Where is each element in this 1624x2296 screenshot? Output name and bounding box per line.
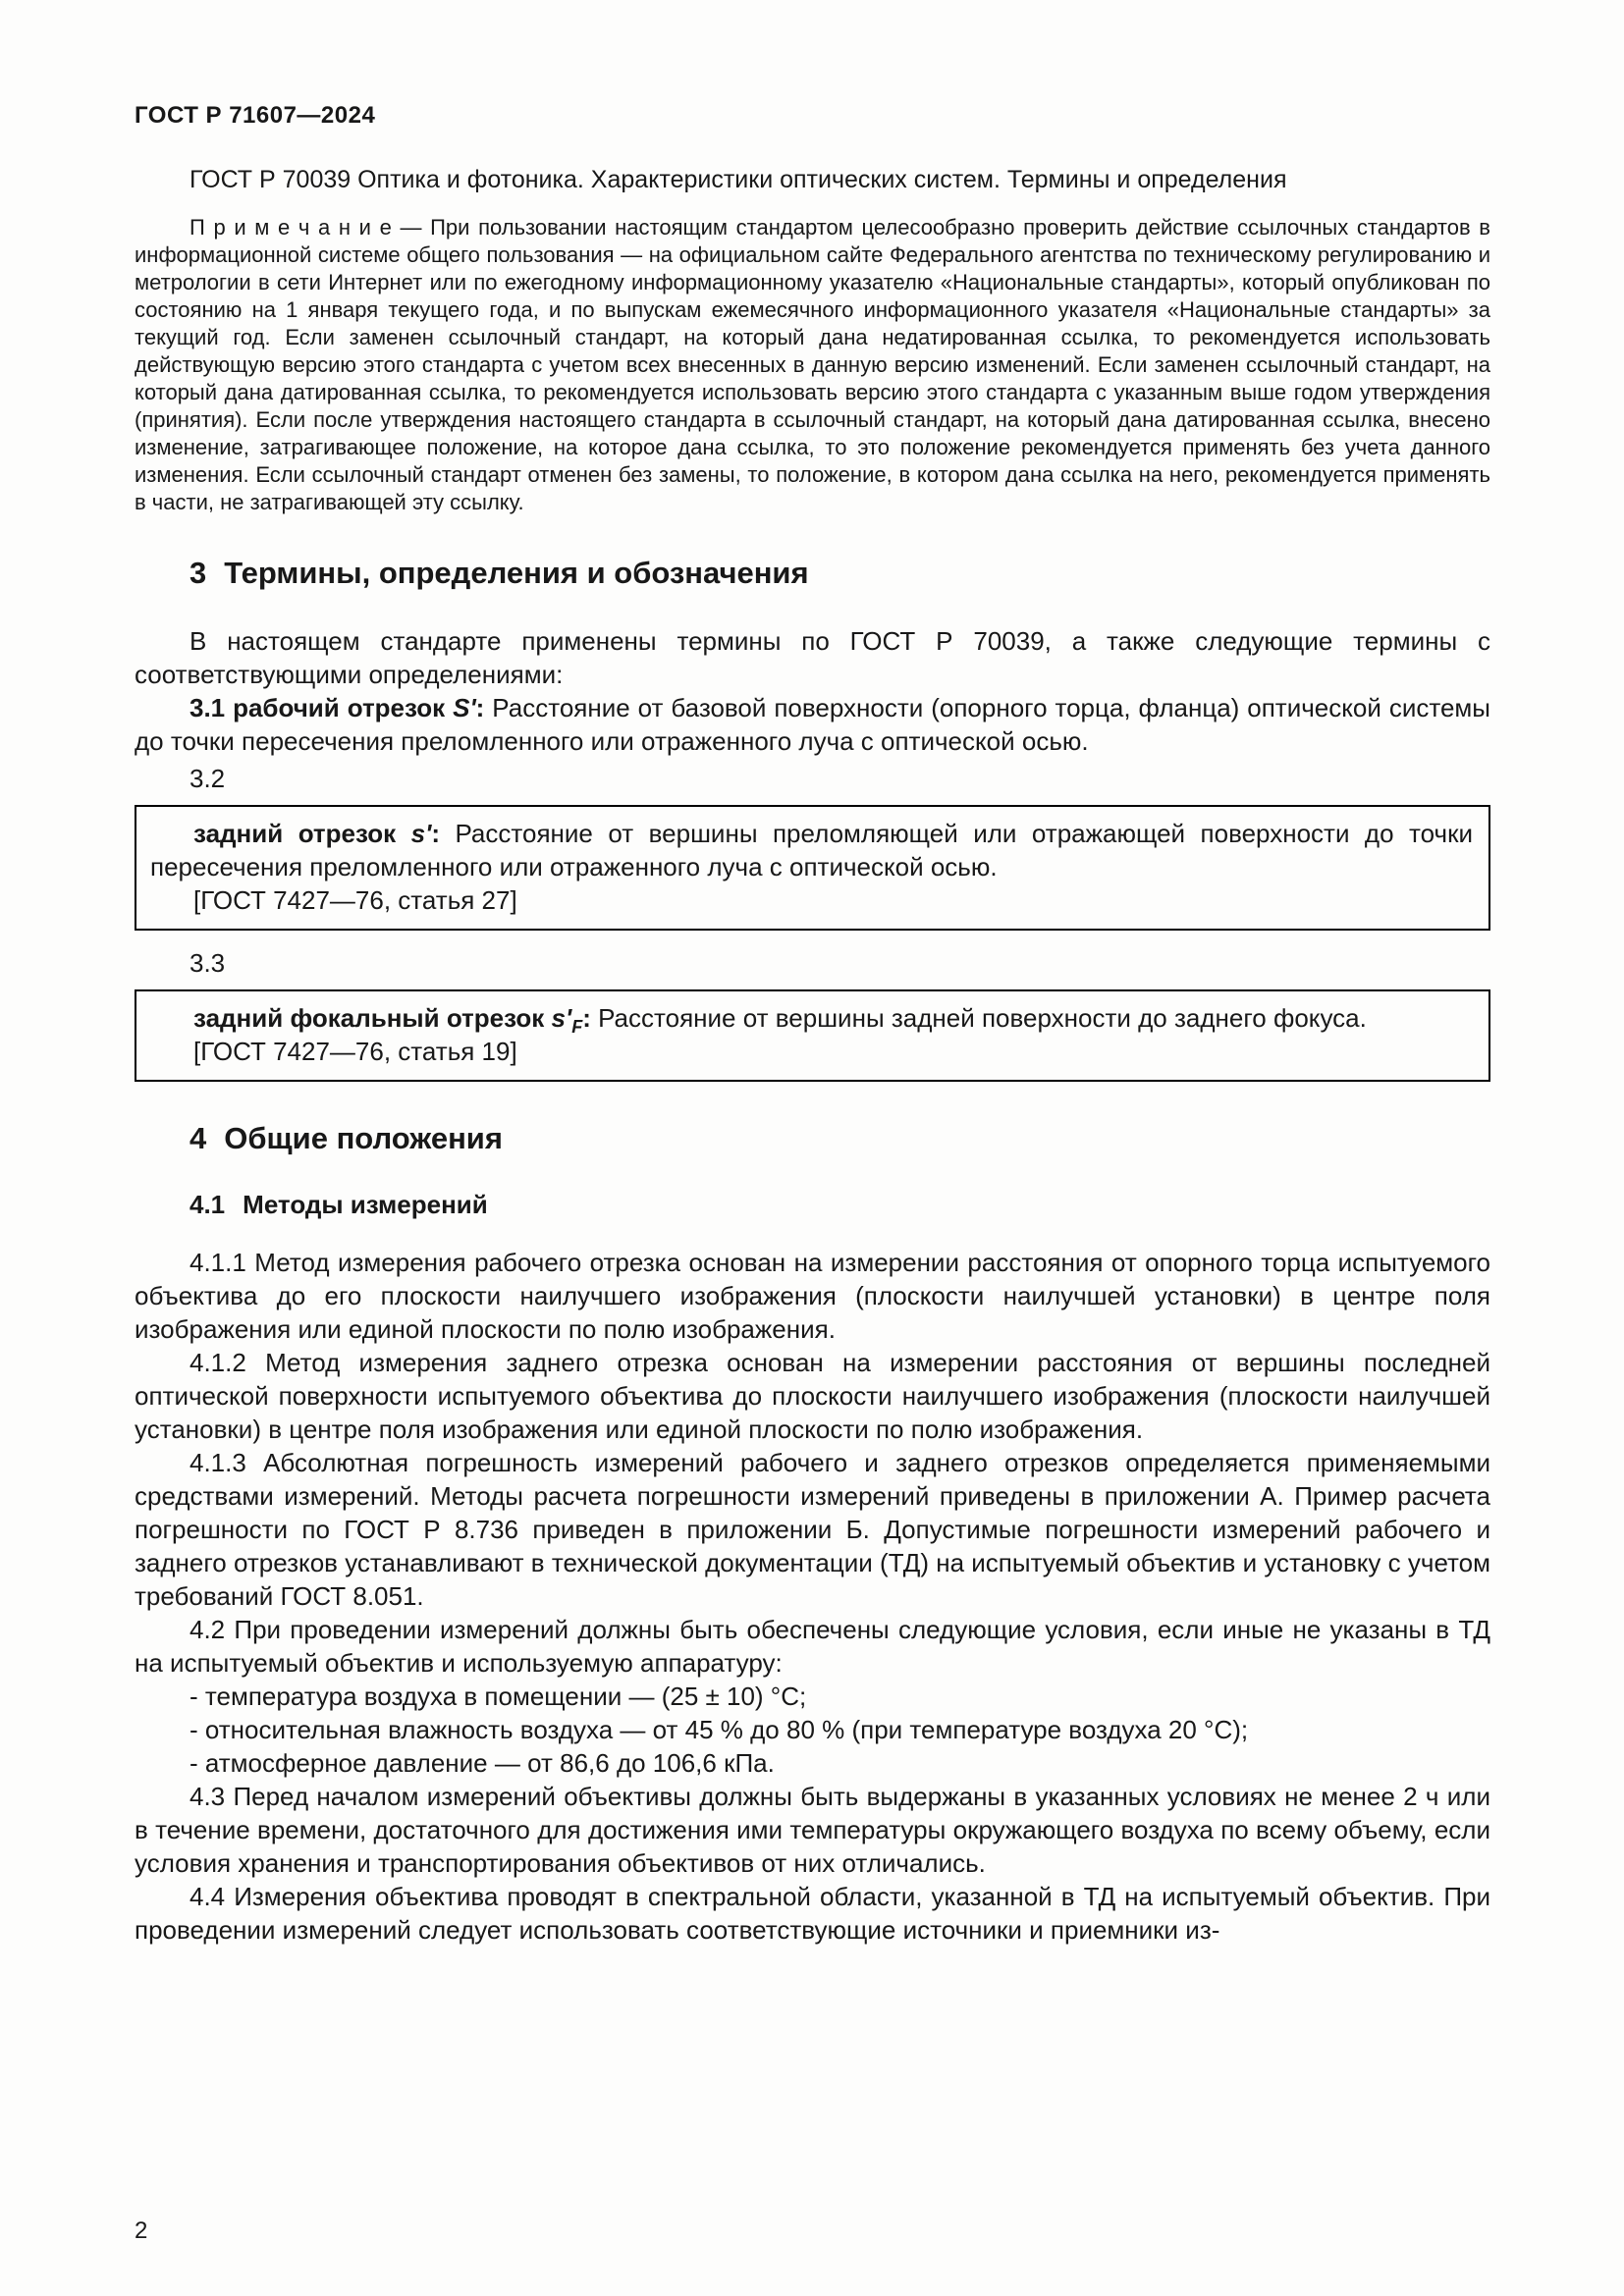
section-3-title: Термины, определения и обозначения xyxy=(224,556,809,590)
reference-entry: ГОСТ Р 70039 Оптика и фотоника. Характеристики оптических систем. Термины и определения xyxy=(189,166,1287,193)
section-4-number: 4 xyxy=(189,1121,207,1155)
term-3-3-symbol-subscript: F xyxy=(571,1017,583,1038)
term-3-2-source: [ГОСТ 7427—76, статья 27] xyxy=(193,885,517,915)
section-4-heading xyxy=(135,1121,1490,1156)
section-3-heading xyxy=(135,556,1490,591)
condition-item-humidity: - относительная влажность воздуха — от 45 % до 80 % (при температуре воздуха 20 °С); xyxy=(189,1715,1249,1744)
section-4-title: Общие положения xyxy=(224,1121,503,1155)
term-3-2 xyxy=(150,817,1473,883)
term-3-2-symbol: s' xyxy=(410,819,432,848)
section-4-1-heading xyxy=(135,1190,1490,1220)
definition-box-3-2 xyxy=(135,805,1490,931)
term-3-1-symbol: S' xyxy=(453,693,476,722)
term-3-2-label: задний отрезок xyxy=(193,819,411,848)
references-note xyxy=(135,214,1490,516)
section-3-intro: В настоящем стандарте применены термины по ГОСТ Р 70039, а также следующие термины с соответствующими определениями: xyxy=(135,626,1490,689)
doc-id: ГОСТ Р 71607—2024 xyxy=(135,102,376,129)
para-4-1-1: 4.1.1 Метод измерения рабочего отрезка основан на измерении расстояния от опорного торца испытуемого объектива до его плоскости наилучшего изображения (плоскости наилучшей установки) в центре поля изображения или единой плоскости по полю изображения. xyxy=(135,1248,1490,1344)
term-3-3-label: задний фокальный отрезок xyxy=(193,1003,552,1033)
para-4-1-3: 4.1.3 Абсолютная погрешность измерений рабочего и заднего отрезков определяется применяемыми средствами измерений. Методы расчета погрешности измерений приведены в приложении А. Пример расчета погрешности по ГОСТ Р 8.736 приведен в приложении Б. Допустимые погрешности измерений рабочего и заднего отрезков устанавливают в технической документации (ТД) на испытуемый объектив и установку с учетом требований ГОСТ 8.051. xyxy=(135,1448,1490,1611)
term-3-2-number: 3.2 xyxy=(189,764,226,793)
condition-item-pressure: - атмосферное давление — от 86,6 до 106,6 кПа. xyxy=(189,1748,775,1778)
note-label: П р и м е ч а н и е — xyxy=(189,215,431,240)
term-3-3-symbol: s' xyxy=(551,1003,572,1033)
condition-item-temperature: - температура воздуха в помещении — (25 ± 10) °С; xyxy=(189,1682,807,1711)
term-3-1 xyxy=(135,691,1490,758)
section-3-number: 3 xyxy=(189,556,207,590)
term-3-2-colon: : xyxy=(431,819,440,848)
page-number: 2 xyxy=(135,2217,148,2244)
term-3-3-number: 3.3 xyxy=(189,948,226,978)
section-4-1-title: Методы измерений xyxy=(243,1190,488,1219)
para-4-4: 4.4 Измерения объектива проводят в спектральной области, указанной в ТД на испытуемый объектив. При проведении измерений следует использовать соответствующие источники и приемники из- xyxy=(135,1882,1490,1945)
para-4-3: 4.3 Перед началом измерений объективы должны быть выдержаны в указанных условиях не менее 2 ч или в течение времени, достаточного для достижения ими температуры окружающего воздуха по всему объему, если условия хранения и транспортирования объективов от них отличались. xyxy=(135,1782,1490,1878)
term-3-1-colon: : xyxy=(475,693,485,722)
para-4-1-2: 4.1.2 Метод измерения заднего отрезка основан на измерении расстояния от вершины последней оптической поверхности испытуемого объектива до плоскости наилучшего изображения (плоскости наилучшей установки) в центре поля изображения или единой плоскости по полю изображения. xyxy=(135,1348,1490,1444)
term-3-3-source: [ГОСТ 7427—76, статья 19] xyxy=(193,1037,517,1066)
note-text: При пользовании настоящим стандартом целесообразно проверить действие ссылочных стандартов в информационной системе общего пользования — на официальном сайте Федерального агентства по техническому регулированию и метрологии в сети Интернет или по ежегодному информационному указателю «Национальные стандарты», который опубликован по состоянию на 1 января текущего года, и по выпускам ежемесячного информационного указателя «Национальные стандарты» за текущий год. Если заменен ссылочный стандарт, на который дана недатированная ссылка, то рекомендуется использовать действующую версию этого стандарта с учетом всех внесенных в данную версию изменений. Если заменен ссылочный стандарт, на который дана датированная ссылка, то рекомендуется использовать версию этого стандарта с указанным выше годом утверждения (принятия). Если после утверждения настоящего стандарта в ссылочный стандарт, на который дана датированная ссылка, внесено изменение, затрагивающее положение, на которое дана ссылка, то это положение рекомендуется применять без учета данного изменения. Если ссылочный стандарт отменен без замены, то положение, в котором дана ссылка на него, рекомендуется применять в части, не затрагивающей эту ссылку. xyxy=(135,215,1490,514)
term-3-3 xyxy=(150,1001,1473,1038)
doc-header xyxy=(135,102,1490,130)
term-3-2-definition: Расстояние от вершины преломляющей или отражающей поверхности до точки пересечения преломленного или отраженного луча с оптической осью. xyxy=(150,819,1473,881)
section-4-1-number: 4.1 xyxy=(189,1190,226,1219)
term-3-3-definition: Расстояние от вершины задней поверхности до заднего фокуса. xyxy=(590,1003,1367,1033)
term-3-1-definition: Расстояние от базовой поверхности (опорного торца, фланца) оптической системы до точки пересечения преломленного или отраженного луча с оптической осью. xyxy=(135,693,1490,756)
para-4-2: 4.2 При проведении измерений должны быть обеспечены следующие условия, если иные не указаны в ТД на испытуемый объектив и используемую аппаратуру: xyxy=(135,1615,1490,1678)
definition-box-3-3 xyxy=(135,989,1490,1082)
term-3-3-colon: : xyxy=(582,1003,591,1033)
term-3-1-label: 3.1 рабочий отрезок xyxy=(189,693,454,722)
